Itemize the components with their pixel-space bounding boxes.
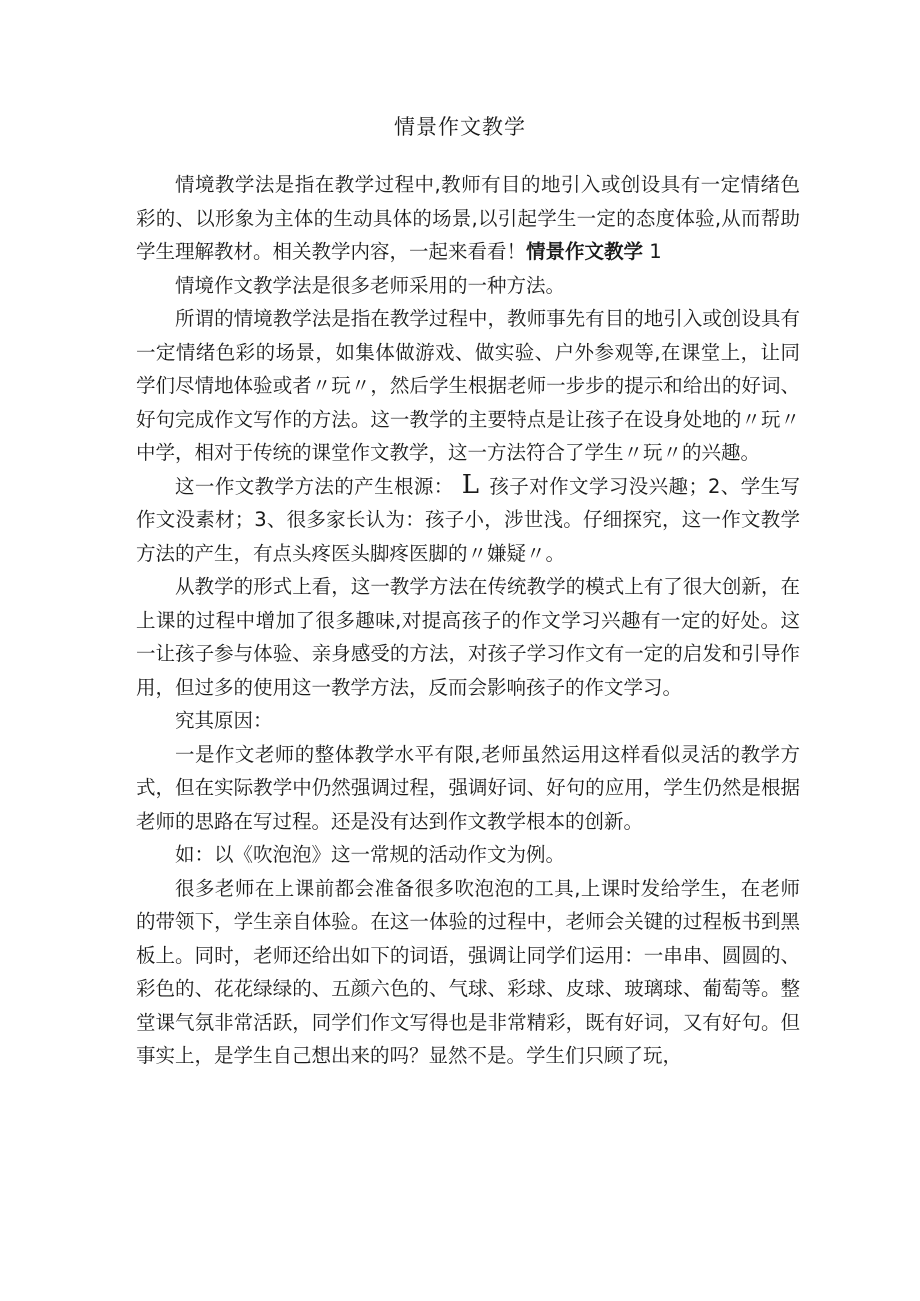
paragraph-explanation: 所谓的情境教学法是指在教学过程中，教师事先有目的地引入或创设具有一定情绪色彩的场景，如集体做游戏、做实验、户外参观等,在课堂上，让同学们尽情地体验或者〃玩〃，然后学生根据老师一步步的提示和给出的好词、好句完成作文写作的方法。这一教学的主要特点是让孩子在设身处地的〃玩〃中学，相对于传统的课堂作文教学，这一方法符合了学生〃玩〃的兴趣。 xyxy=(136,307,800,464)
paragraph-reason-one: 一是作文老师的整体教学水平有限,老师虽然运用这样看似灵活的教学方式，但在实际教学中仍然强调过程，强调好词、好句的应用，学生仍然是根据老师的思路在写过程。还是没有达到作文教学根本的创新。 xyxy=(136,742,800,833)
paragraph-form: 从教学的形式上看，这一教学方法在传统教学的模式上有了很大创新，在上课的过程中增加了很多趣味,对提高孩子的作文学习兴趣有一定的好处。这一让孩子参与体验、亲身感受的方法，对孩子学习作文有一定的启发和引导作用，但过多的使用这一教学方法，反而会影响孩子的作文学习。 xyxy=(136,575,800,699)
document-body xyxy=(136,168,800,1073)
paragraph-example: 很多老师在上课前都会准备很多吹泡泡的工具,上课时发给学生，在老师的带领下，学生亲自体验。在这一体验的过程中，老师会关键的过程板书到黑板上。同时，老师还给出如下的词语，强调让同学们运用：一串串、圆圆的、彩色的、花花绿绿的、五颜六色的、气球、彩球、皮球、玻璃球、葡萄等。整堂课气氛非常活跃，同学们作文写得也是非常精彩，既有好词，又有好句。但事实上，是学生自己想出来的吗？显然不是。学生们只顾了玩， xyxy=(136,876,800,1067)
paragraph-origins xyxy=(136,470,800,571)
paragraph-intro xyxy=(136,168,800,269)
paragraph-example-intro: 如：以《吹泡泡》这一常规的活动作文为例。 xyxy=(175,843,566,866)
paragraph-definition: 情境作文教学法是很多老师采用的一种方法。 xyxy=(175,273,566,297)
origins-rest: 孩子对作文学习没兴趣；2、学生写作文没素材；3、很多家长认为：孩子小，涉世浅。仔细探究，这一作文教学方法的产生，有点头疼医头脚疼医脚的〃嫌疑〃。 xyxy=(136,474,800,565)
section-heading: 情景作文教学 xyxy=(526,240,644,263)
paragraph-reason-heading: 究其原因： xyxy=(175,709,273,732)
origins-lead: 这一作文教学方法的产生根源： xyxy=(175,474,454,498)
document-title: 情景作文教学 xyxy=(394,115,526,139)
list-marker: L xyxy=(461,469,479,500)
intro-text: 情境教学法是指在教学过程中,教师有目的地引入或创设具有一定情绪色彩的、以形象为主体的生动具体的场景,以引起学生一定的态度体验,从而帮助学生理解教材。相关教学内容，一起来看看！ xyxy=(136,173,800,263)
section-heading-number: 1 xyxy=(649,240,662,263)
